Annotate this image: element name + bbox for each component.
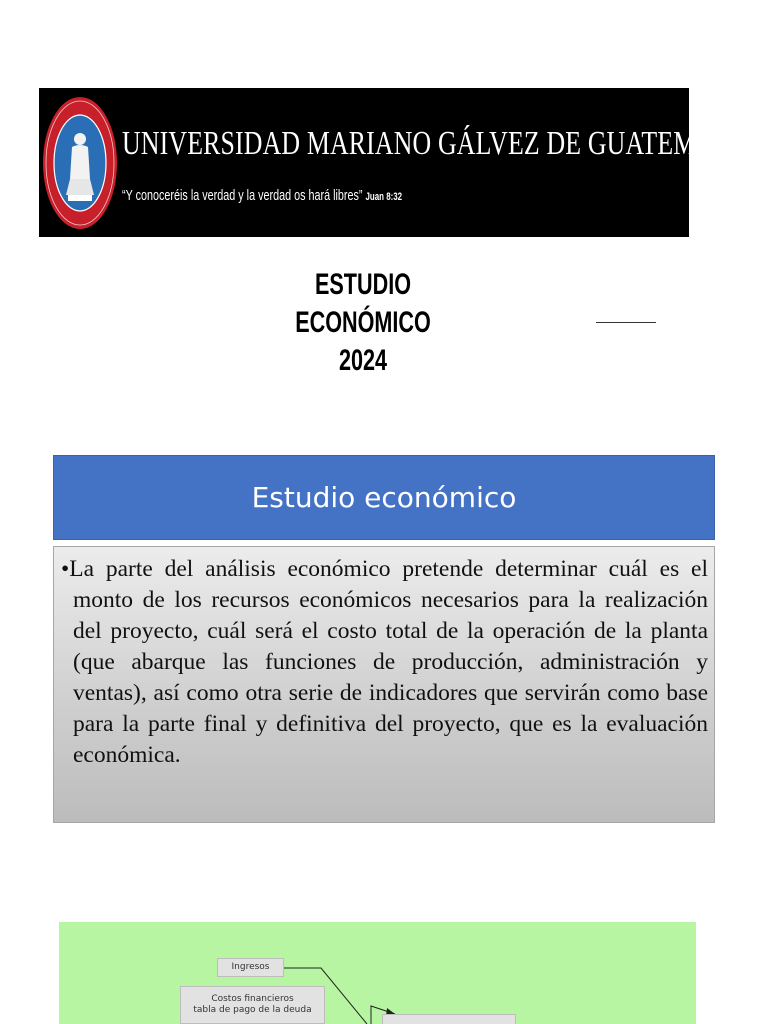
diagram-node-costos-line2: tabla de pago de la deuda [193, 1005, 312, 1015]
university-name: UNIVERSIDAD MARIANO GÁLVEZ DE GUATEMALA [122, 125, 750, 162]
university-banner [39, 88, 750, 237]
slide-body-paragraph: •La parte del análisis económico pretende determinar cuál es el monto de los recursos económicos necesarios para la realización del proyecto, cuál será el costo total de la operación de la planta (que abarque las funciones de producción, administración y ventas), así como otra serie de indicadores que servirán como base para la parte final y definitiva del proyecto, que es la evaluación económica. [61, 556, 708, 768]
motto-reference: Juan 8:32 [365, 191, 403, 203]
document-title-year: 2024 [338, 344, 388, 377]
document-title-line1: ESTUDIO ECONÓMICO [295, 268, 431, 339]
motto-text: “Y conoceréis la verdad y la verdad os hará libres” [122, 187, 363, 204]
university-seal-logo [42, 95, 118, 231]
diagram-node-costos-line1: Costos financieros [211, 994, 294, 1004]
slide-header-title: Estudio económico [251, 481, 517, 514]
university-motto [122, 186, 402, 207]
slide-header [53, 455, 715, 540]
flow-diagram [59, 922, 696, 1024]
diagram-node-costos-financieros [180, 986, 325, 1024]
diagram-node-ingresos: Ingresos [217, 958, 284, 977]
diagram-node-estado-resultados [382, 1014, 516, 1024]
slide-body [53, 546, 715, 823]
diagram-connectors [59, 922, 696, 1024]
document-title [246, 266, 481, 380]
decorative-rule [596, 322, 656, 323]
